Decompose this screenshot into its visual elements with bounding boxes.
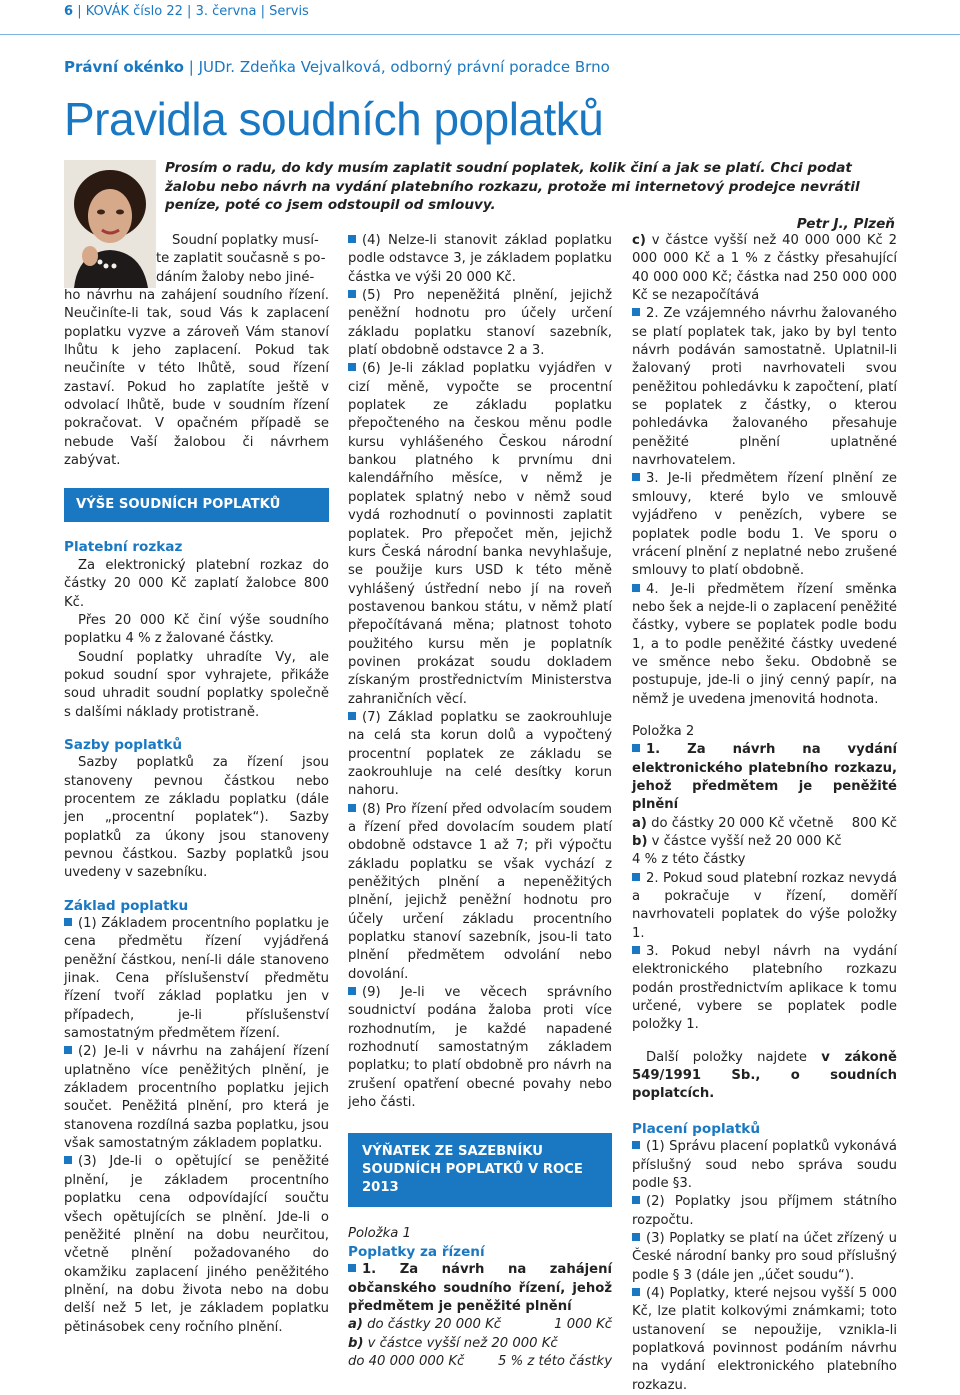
placeni-3: (3) Poplatky se platí na účet zřízený u České národní banky pro soud příslušný podle § 3 (dále jen „účet soudu“).	[632, 1230, 897, 1283]
intro-paragraph: ho návrhu na zahájení soudního řízení. Neučiníte-li tak, soud Vás k zaplacení poplatku vyzve a zároveň Vám stanoví lhůtu k jeho zaplacení. Pokud tak neučiníte v této lhůtě, soud řízení zastaví. Pokud ho zaplatíte ještě v odvolací lhůtě, bude v soudním řízení pokračovat. V opačném případě se nebude Vaší žalobou či návrhem zabývat.	[64, 288, 329, 469]
rubric-author: JUDr. Zdeňka Vejvalková, odborný právní poradce Brno	[198, 58, 610, 76]
polozka-2-item-3: 3. Pokud nebyl návrh na vydání elektronického platebního rozkazu podán prostřednictvím aplikace k tomu určené, vybere se poplatek podle položky 1.	[632, 944, 897, 1033]
article-title: Pravidla soudních poplatků	[64, 93, 604, 145]
paragraph-platebni-1: Za elektronický platební rozkaz do částky 20 000 Kč zaplatí žalobce 800 Kč.	[64, 557, 329, 610]
publication-name: KOVÁK číslo 22	[85, 4, 183, 19]
placeni-1: (1) Správu placení poplatků vykonává příslušný soud nebo správa soudu podle §3.	[632, 1139, 897, 1191]
paragraph-9: (9) Je-li ve věcech správního soudnictví podána žaloba proti více rozhodnutím, je každé napadené rozhodnutí samostatným základem poplatku; to platí obdobně pro návrh na zrušení opatření obecné povahy nebo jeho části.	[348, 985, 612, 1111]
reader-question	[165, 159, 895, 233]
page-number: 6	[64, 4, 74, 19]
item-2: 2. Ze vzájemného návrhu žalovaného se platí poplatek tak, jako by byl tento návrh podáván samostatně. Uplatnil-li žalovaný proti navrhovateli svou peněžitou pohledávku k započtení, platí se poplatek z částky, o kterou pohledávka žalovaného přesahuje peněžité plnění uplatněné navrhovatelem.	[632, 306, 897, 469]
paragraph-7: (7) Základ poplatku se zaokrouhluje na celá sta korun dolů a vypočtený procentní poplatek ze základu se zaokrouhluje na celé desítky korun nahoru.	[348, 709, 612, 799]
question-signature: Petr J., Plzeň	[796, 215, 895, 232]
blue-square-bullet-icon	[348, 987, 356, 995]
blue-square-bullet-icon	[632, 873, 640, 881]
section-bar-excerpt: VÝŇATEK ZE SAZEBNÍKU SOUDNÍCH POPLATKŮ V ROCE 2013	[348, 1133, 612, 1207]
question-text: Prosím o radu, do kdy musím zaplatit soudní poplatek, kolik činí a jak se platí. Chci podat žalobu nebo návrh na vydání platebního rozkazu, protože mi internetový prodejce nevrátil peníze, poté co jsem odstoupil od smlouvy.	[165, 160, 860, 213]
polozka-2-item-1: 1. Za návrh na vydání elektronického platebního rozkazu, jehož předmětem je peněžité plnění	[632, 742, 897, 813]
paragraph-platebni-3: Soudní poplatky uhradíte Vy, ale pokud soudní spor vyhrajete, přikáže soud uhradit soudní poplatky společně s dalšími náklady protistraně.	[64, 649, 329, 720]
blue-square-bullet-icon	[632, 584, 640, 592]
further-items-note: Další položky najdete v zákoně 549/1991 Sb., o soudních poplatcích.	[632, 1049, 897, 1102]
column-3	[632, 232, 897, 1395]
fee-row-c: c) v částce vyšší než 40 000 000 Kč 2 000 000 Kč a 1 % z částky přesahující 40 000 000 Kč; částka nad 250 000 000 Kč se nezapočítává	[632, 233, 897, 304]
header-divider	[0, 34, 960, 35]
paragraph-4: (4) Nelze-li stanovit základ poplatku podle odstavce 3, je základem poplatku částka ve výši 20 000 Kč.	[348, 233, 612, 285]
blue-square-bullet-icon	[632, 1141, 640, 1149]
rubric-line: Právní okénko | JUDr. Zdeňka Vejvalková, odborný právní poradce Brno	[64, 58, 610, 76]
blue-square-bullet-icon	[348, 712, 356, 720]
polozka-1-label: Položka 1	[348, 1225, 411, 1241]
fee-row-b-cont: do 40 000 000 Kč 5 % z této částky	[348, 1353, 612, 1369]
blue-square-bullet-icon	[632, 946, 640, 954]
intro-line-1: Soudní poplatky musí-	[172, 233, 319, 248]
item-4: 4. Je-li předmětem řízení směnka nebo šek a nejde-li o zaplacení peněžité částky, vybere se poplatek podle bodu 1, a to podle peněžité částky uvedené ve směnce nebo šeku. Obdobně se postupuje, jde-li o jiný cenný papír, na němž je uvedena jmenovitá hodnota.	[632, 581, 897, 707]
heading-platebni-rozkaz: Platební rozkaz	[64, 539, 183, 556]
issue-date: 3. června	[195, 4, 257, 19]
blue-square-bullet-icon	[632, 473, 640, 481]
blue-square-bullet-icon	[632, 744, 640, 752]
paragraph-platebni-2: Přes 20 000 Kč činí výše soudního poplatku 4 % z žalované částky.	[64, 612, 329, 647]
column-2	[348, 232, 612, 1371]
intro-line-2: te zaplatit současně s po-	[156, 251, 326, 267]
running-header: 6 | KOVÁK číslo 22 | 3. června | Servis	[64, 4, 309, 19]
intro-line-3: dáním žaloby nebo jiné-	[156, 269, 315, 285]
section-name: Servis	[269, 4, 309, 19]
polozka-2-label: Položka 2	[632, 723, 695, 739]
fee-row-2b: b) v částce vyšší než 20 000 Kč	[632, 834, 842, 849]
blue-square-bullet-icon	[632, 1196, 640, 1204]
blue-square-bullet-icon	[348, 804, 356, 812]
placeni-4: (4) Poplatky, které nejsou vyšší 5 000 Kč, lze platit kolkovými známkami; toto ustanovení se nepoužije, vznikla-li poplatková povinnost podáním návrhu na vydání elektronického platebního rozkazu.	[632, 1285, 897, 1393]
blue-square-bullet-icon	[348, 235, 356, 243]
rubric-label: Právní okénko	[64, 58, 184, 76]
paragraph-8: (8) Pro řízení před odvolacím soudem a řízení před dovolacím soudem platí obdobně odstavce 1 až 7; při výpočtu základu poplatku se však vychází z peněžitých plnění a nepeněžitých plnění, jejichž peněžní hodnotu pro účely určení základu procentního poplatku stanoví sazebník, jsou-li tato plnění předmětem odvolání nebo dovolání.	[348, 801, 612, 982]
paragraph-6: (6) Je-li základ poplatku vyjádřen v cizí měně, vypočte se procentní poplatek ze základu poplatku přepočteného na českou měnu podle kursu vyhlášeného Českou národní bankou platného k prvnímu dni kalendářního měsíce, v němž je poplatek splatný nebo v němž soud vydá rozhodnutí o povinnosti zaplatit poplatek. Pro přepočet měn, jejichž kurs Česká národní banka nevyhlašuje, se použije kurs USD k této měně vyhlášený ústřední nebo jí na roveň postavenou bankou státu, v němž platí přepočítávaná měna; platnost tohoto použitého kursu měn je poplatník povinen prokázat soudu dokladem získaným prostřednictvím Ministerstva zahraničních věcí.	[348, 361, 612, 707]
blue-square-bullet-icon	[64, 1156, 72, 1164]
heading-placeni: Placení poplatků	[632, 1120, 760, 1137]
placeni-2: (2) Poplatky jsou příjmem státního rozpočtu.	[632, 1194, 897, 1228]
heading-zaklad: Základ poplatku	[64, 897, 189, 914]
fee-row-2a: a) do částky 20 000 Kč včetně 800 Kč	[632, 815, 897, 831]
paragraph-5: (5) Pro nepeněžitá plnění, jejichž peněžní hodnotu pro účely určení základu poplatku stanoví sazebník, platí obdobně odstavce 2 a 3.	[348, 288, 612, 359]
blue-square-bullet-icon	[348, 363, 356, 371]
paragraph-sazby: Sazby poplatků za řízení jsou stanoveny pevnou částkou nebo procentem ze základu poplatku (dále jen „procentní poplatek“). Sazby poplatků za úkony jsou stanoveny pevnou částkou. Sazby poplatků jsou uvedeny v sazebníku.	[64, 755, 329, 881]
blue-square-bullet-icon	[64, 918, 72, 926]
polozka-2-item-2: 2. Pokud soud platební rozkaz nevydá a pokračuje v řízení, doměří navrhovateli poplatek do výše položky 1.	[632, 870, 897, 941]
paragraph-zaklad-1: (1) Základem procentního poplatku je cena předmětu řízení vyjádřená peněžní částkou, není-li dále stanoveno jinak. Cena příslušenství předmětu řízení tvoří základ poplatku jen v případech, je-li příslušenství samostatným předmětem řízení.	[64, 916, 329, 1042]
blue-square-bullet-icon	[632, 1288, 640, 1296]
heading-poplatky-za-rizeni: Poplatky za řízení	[348, 1243, 485, 1260]
blue-square-bullet-icon	[64, 1046, 72, 1054]
section-bar-fees: VÝŠE SOUDNÍCH POPLATKŮ	[64, 488, 329, 522]
paragraph-zaklad-2: (2) Je-li v návrhu na zahájení řízení uplatněno více peněžitých plnění, je základem procentního poplatku jejich součet. Peněžitá plnění, pro která je stanovena rozdílná sazba poplatku, jsou však samostatným základem poplatku.	[64, 1044, 329, 1152]
column-1	[64, 232, 329, 1337]
blue-square-bullet-icon	[632, 1233, 640, 1241]
blue-square-bullet-icon	[348, 1264, 356, 1272]
blue-square-bullet-icon	[632, 308, 640, 316]
fee-row-b: b) v částce vyšší než 20 000 Kč	[348, 1335, 558, 1351]
blue-square-bullet-icon	[348, 290, 356, 298]
item-1-heading: 1. Za návrh na zahájení občanského soudního řízení, jehož předmětem je peněžité plnění	[348, 1262, 612, 1314]
fee-row-a: a) do částky 20 000 Kč 1 000 Kč	[348, 1317, 612, 1333]
paragraph-zaklad-3: (3) Jde-li o opětující se peněžité plnění, je základem procentního poplatku cena odpovídající součtu všech opětujících se plnění. Jde-li o peněžité plnění na dobu neurčitou, včetně plnění požadovaného do okamžiku zaplacení jiného peněžitého plnění, na dobu života nebo na dobu delší než 5 let, je základem poplatku pětinásobek ceny ročního plnění.	[64, 1154, 329, 1335]
fee-row-2b-value: 4 % z této částky	[632, 852, 746, 868]
heading-sazby: Sazby poplatků	[64, 736, 183, 753]
item-3: 3. Je-li předmětem řízení plnění ze smlouvy, které bylo ve smlouvě vyjádřeno v penězích, vybere se poplatek podle bodu 1. Ve sporu o vrácení plnění z neplatné nebo zrušené smlouvy to platí obdobně.	[632, 471, 897, 579]
